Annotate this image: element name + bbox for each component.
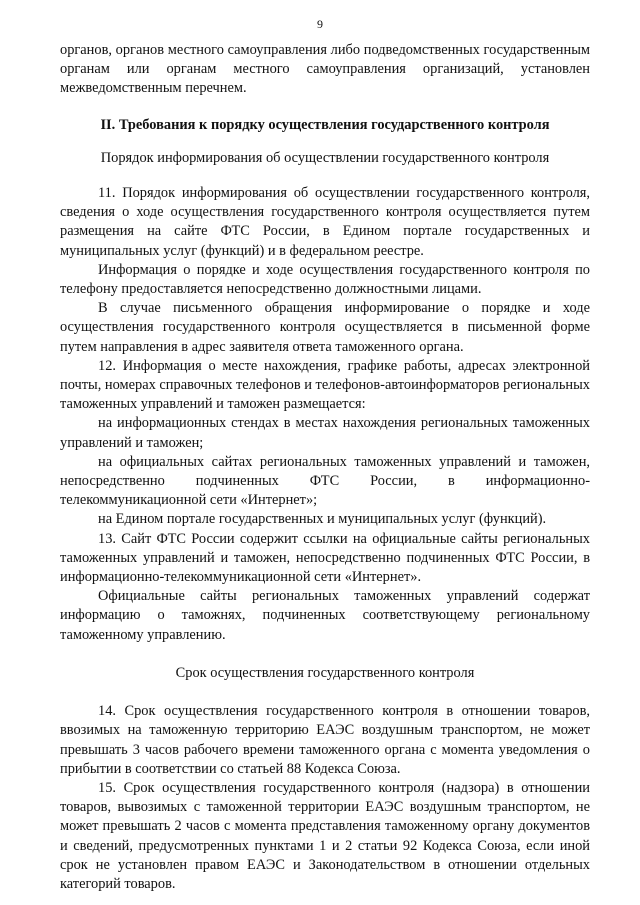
document-body (60, 41, 590, 894)
section-heading: II. Требования к порядку осуществления государственного контроля (100, 116, 550, 133)
paragraph-11-phone: Информация о порядке и ходе осуществления государственного контроля по телефону предоставляется непосредственно должностными лицами. (60, 261, 590, 298)
paragraph-12-stands: на информационных стендах в местах нахождения региональных таможенных управлений и таможен; (60, 415, 590, 451)
paragraph-15: 15. Срок осуществления государственного контроля (надзора) в отношении товаров, вывозимых с таможенной территории ЕАЭС воздушным транспортом, не может превышать 2 часов с момента представления таможенному органу документов и сведений, предусмотренных пунктами 1 и 2 статьи 92 Кодекса Союза, если иной срок не установлен правом ЕАЭС и Законодательством в отношении отдельных категорий товаров. (60, 779, 590, 892)
page-number: 9 (317, 17, 323, 31)
subsection-heading-informing: Порядок информирования об осуществлении государственного контроля (100, 149, 550, 166)
paragraph-12: 12. Информация о месте нахождения, графике работы, адресах электронной почты, номерах справочных телефонов и телефонов-автоинформаторов региональных таможенных управлений и таможен размещается: (60, 357, 590, 413)
subsection-heading-term: Срок осуществления государственного контроля (175, 664, 475, 681)
paragraph-11: 11. Порядок информирования об осуществлении государственного контроля, сведения о ходе осуществления государственного контроля осуществляется путем размещения на сайте ФТС России, в Едином портале государственных и муниципальных услуг (функций) и в федеральном реестре. (60, 185, 590, 259)
paragraph-14: 14. Срок осуществления государственного контроля в отношении товаров, ввозимых на таможенную территорию ЕАЭС воздушным транспортом, не может превышать 3 часов рабочего времени таможенного органа с момента уведомления о прибытии в соответствии со статьей 88 Кодекса Союза. (60, 703, 590, 777)
paragraph-13: 13. Сайт ФТС России содержит ссылки на официальные сайты региональных таможенных управлений и таможен, непосредственно подчиненных ФТС России, в информационно-телекоммуникационной сети «Интернет». (60, 530, 590, 586)
paragraph-13-official-sites: Официальные сайты региональных таможенных управлений содержат информацию о таможнях, подчиненных соответствующему региональному таможенному управлению. (60, 588, 590, 643)
paragraph-12-websites: на официальных сайтах региональных таможенных управлений и таможен, непосредственно подчиненных ФТС России, в информационно-телекоммуникационной сети «Интернет»; (60, 453, 590, 509)
paragraph-12-portal: на Едином портале государственных и муниципальных услуг (функций). (98, 511, 547, 528)
paragraph-11-written: В случае письменного обращения информирование о порядке и ходе осуществления государственного контроля осуществляется в письменной форме путем направления в адрес заявителя ответа таможенного органа. (60, 300, 590, 355)
paragraph-continuation: органов, органов местного самоуправления либо подведомственных государственным органам или органам местного самоуправления организаций, установлен межведомственным перечнем. (60, 42, 590, 97)
